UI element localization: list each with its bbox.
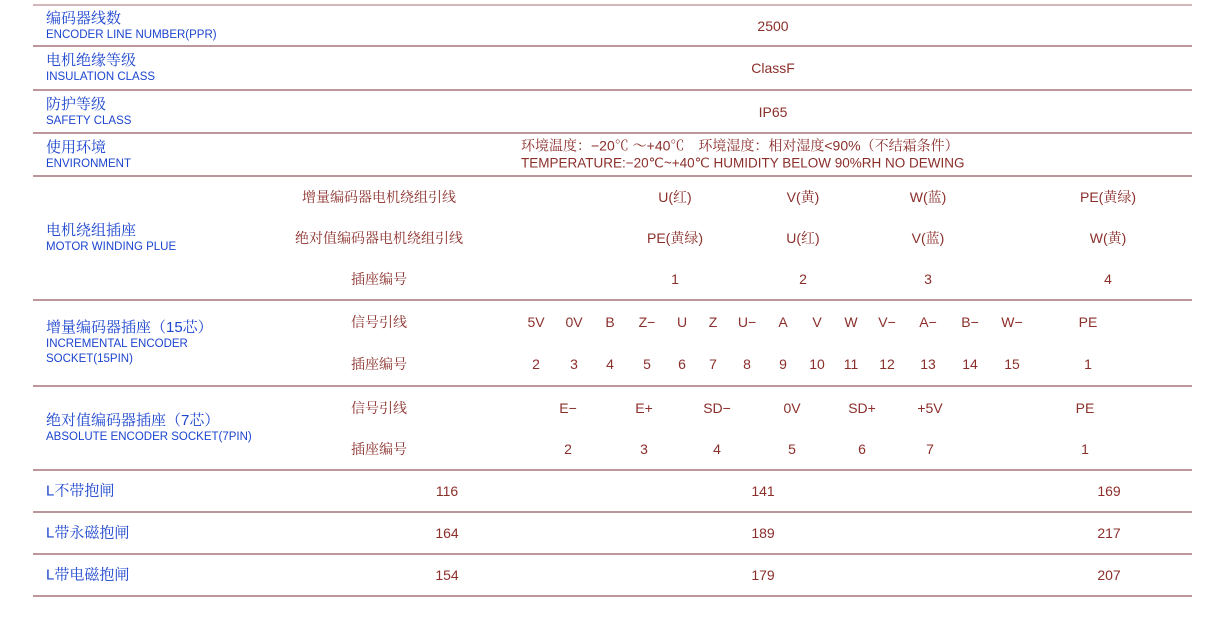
subrow-label: 插座编号	[351, 356, 407, 372]
label-en: MOTOR WINDING PLUE	[46, 241, 177, 254]
row-l-em-brake	[33, 555, 1192, 597]
label-zh: L带电磁抱闸	[46, 566, 130, 584]
label-en: ABSOLUTE ENCODER SOCKET(7PIN)	[46, 431, 252, 444]
signal-cell: +5V	[917, 399, 943, 416]
motor-winding-subrows	[33, 177, 1192, 299]
subrow-label: 信号引线	[351, 314, 407, 330]
subrow-socket-numbers	[33, 428, 1192, 469]
label-zh: 编码器线数	[46, 9, 122, 27]
lead-cell: PE(黄绿)	[1080, 189, 1136, 206]
row-label	[46, 566, 129, 583]
signal-cell: PE	[1075, 399, 1095, 416]
pin-cell: 12	[879, 356, 895, 372]
label-zh: L带永磁抱闸	[46, 524, 130, 542]
signal-cell: B	[605, 314, 615, 330]
signal-cell: 5V	[527, 314, 545, 330]
signal-cell: V	[812, 314, 822, 330]
signal-cell: 0V	[783, 399, 801, 416]
row-motor-winding-plug	[33, 177, 1192, 301]
subrow-signal-leads	[33, 301, 1192, 343]
pin-cell: 3	[640, 440, 648, 457]
value: 2500	[757, 17, 789, 34]
pin-cell: 7	[709, 356, 717, 372]
row-label	[46, 52, 155, 84]
lead-cell: V(黄)	[786, 189, 820, 206]
lead-cell: U(红)	[658, 189, 692, 206]
environment-conditions	[521, 136, 965, 173]
signal-cell: 0V	[565, 314, 583, 330]
label-en: INSULATION CLASS	[46, 71, 156, 84]
label-zh: L不带抱闸	[46, 482, 115, 500]
absolute-subrows	[33, 387, 1192, 469]
row-label	[46, 138, 131, 170]
signal-cell: E−	[559, 399, 577, 416]
environment-en: TEMPERATURE:−20℃~+40℃ HUMIDITY BELOW 90%RH NO DEWING	[521, 155, 965, 171]
pin-cell: 13	[920, 356, 936, 372]
pin-cell: 5	[643, 356, 651, 372]
label-zh: 增量编码器插座（15芯）	[46, 319, 213, 337]
subrow-label: 插座编号	[351, 270, 407, 287]
signal-cell: A	[778, 314, 788, 330]
subrow-label: 绝对值编码器电机绕组引线	[295, 230, 463, 246]
subrow-incremental-leads	[33, 177, 1192, 218]
label-zh: 使用环境	[46, 138, 107, 156]
signal-cell: SD−	[703, 399, 731, 416]
signal-cell: U	[676, 314, 688, 330]
length-cell: 189	[751, 525, 775, 541]
pin-cell: 2	[799, 270, 807, 287]
label-en: SOCKET(15PIN)	[46, 353, 133, 366]
row-l-no-brake	[33, 471, 1192, 513]
signal-cell: SD+	[848, 399, 876, 416]
signal-cell: PE	[1078, 314, 1098, 330]
row-l-pm-brake	[33, 513, 1192, 555]
signal-cell: V−	[878, 314, 896, 330]
subrow-label: 信号引线	[351, 399, 407, 416]
pin-cell: 6	[858, 440, 866, 457]
signal-cell: A−	[919, 314, 937, 330]
pin-cell: 14	[962, 356, 978, 372]
length-cell: 179	[751, 567, 775, 583]
pin-cell: 1	[671, 270, 679, 287]
label-en: SAFETY CLASS	[46, 114, 132, 127]
row-label	[46, 482, 114, 499]
label-zh: 电机绕组插座	[46, 221, 137, 239]
label-zh: 电机绝缘等级	[46, 51, 137, 69]
row-environment	[33, 134, 1192, 177]
lead-cell: W(黄)	[1089, 230, 1127, 246]
value: IP65	[758, 103, 788, 120]
pin-cell: 8	[743, 356, 751, 372]
row-encoder-line-number	[33, 6, 1192, 47]
pin-cell: 5	[788, 440, 796, 457]
length-cell: 116	[435, 483, 459, 499]
subrow-label: 增量编码器电机绕组引线	[302, 189, 456, 206]
signal-cell: W	[844, 314, 858, 330]
pin-cell: 3	[924, 270, 932, 287]
pin-cell: 6	[678, 356, 686, 372]
signal-cell: Z−	[638, 314, 656, 330]
pin-cell: 2	[532, 356, 540, 372]
length-cell: 207	[1097, 567, 1121, 583]
pin-cell: 15	[1004, 356, 1020, 372]
row-absolute-encoder-socket	[33, 387, 1192, 471]
length-cell: 141	[751, 483, 775, 499]
row-label	[46, 9, 217, 41]
value: ClassF	[751, 60, 795, 76]
lead-cell: PE(黄绿)	[647, 230, 703, 246]
pin-cell: 7	[926, 440, 934, 457]
length-cell: 164	[435, 525, 459, 541]
subrow-socket-numbers	[33, 343, 1192, 385]
label-zh: 防护等级	[46, 95, 107, 113]
incremental-subrows	[33, 301, 1192, 385]
pin-cell: 1	[1081, 440, 1089, 457]
length-cell: 217	[1097, 525, 1121, 541]
pin-cell: 4	[1104, 270, 1112, 287]
subrow-socket-numbers	[33, 258, 1192, 299]
label-en: ENCODER LINE NUMBER(PPR)	[46, 28, 217, 41]
pin-cell: 10	[809, 356, 825, 372]
row-insulation-class	[33, 47, 1192, 91]
label-zh: 绝对值编码器插座（7芯）	[46, 411, 220, 429]
pin-cell: 3	[570, 356, 578, 372]
pin-cell: 4	[713, 440, 721, 457]
length-cell: 154	[435, 567, 459, 583]
signal-cell: B−	[961, 314, 979, 330]
pin-cell: 9	[779, 356, 787, 372]
subrow-absolute-leads	[33, 218, 1192, 259]
length-cell: 169	[1097, 483, 1121, 499]
pin-cell: 11	[843, 356, 859, 372]
signal-cell: W−	[1001, 314, 1023, 330]
lead-cell: W(蓝)	[909, 189, 947, 206]
lead-cell: U(红)	[786, 230, 820, 246]
subrow-signal-leads	[33, 387, 1192, 428]
label-en: ENVIRONMENT	[46, 157, 131, 170]
row-label	[46, 95, 131, 127]
motor-spec-table	[33, 4, 1192, 597]
row-incremental-encoder-socket	[33, 301, 1192, 387]
pin-cell: 2	[564, 440, 572, 457]
signal-cell: U−	[737, 314, 757, 330]
row-label	[46, 524, 129, 541]
pin-cell: 1	[1084, 356, 1092, 372]
signal-cell: Z	[708, 314, 718, 330]
row-safety-class	[33, 91, 1192, 134]
subrow-label: 插座编号	[351, 440, 407, 457]
environment-zh: 环境温度：−20℃ ～+40℃ 环境湿度：相对湿度<90%（不结霜条件）	[521, 136, 959, 153]
pin-cell: 4	[606, 356, 614, 372]
signal-cell: E+	[635, 399, 653, 416]
label-en: INCREMENTAL ENCODER	[46, 338, 188, 351]
lead-cell: V(蓝)	[911, 230, 945, 246]
